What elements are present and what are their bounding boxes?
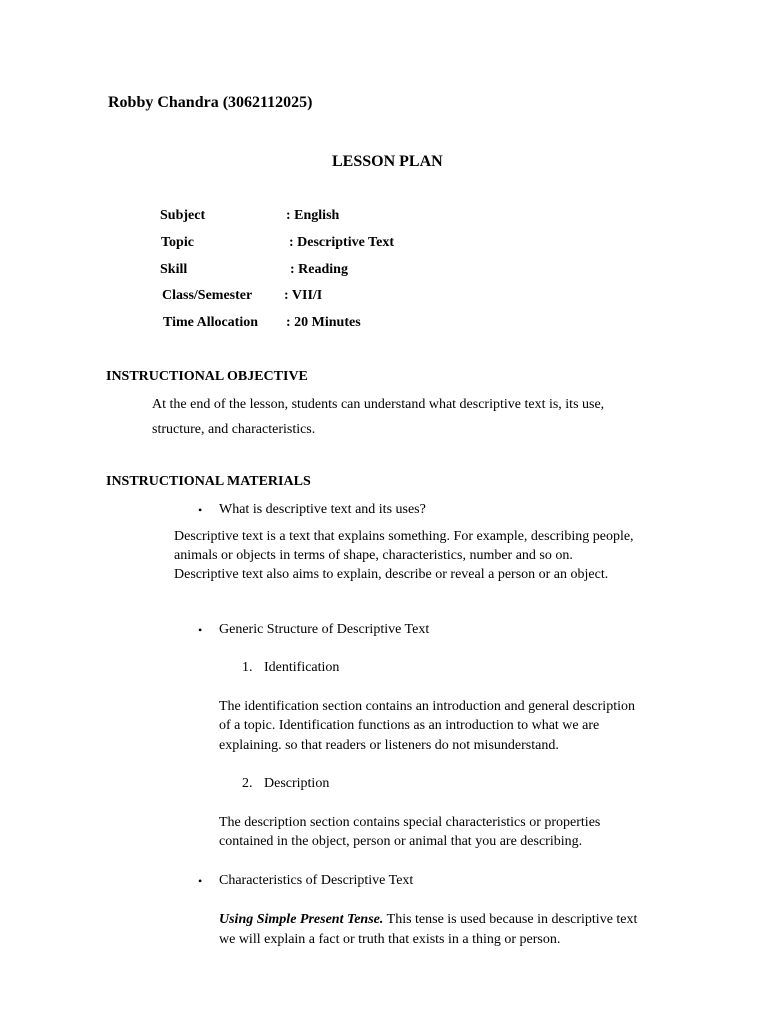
bullet-item-label: Generic Structure of Descriptive Text bbox=[219, 622, 430, 637]
bullet-icon: • bbox=[198, 874, 203, 888]
bullet-item-label: What is descriptive text and its uses? bbox=[219, 502, 426, 517]
list-number: 1. bbox=[242, 660, 253, 675]
paragraph-line: Descriptive text is a text that explains something. For example, describing people, bbox=[174, 529, 634, 544]
materials-heading: INSTRUCTIONAL MATERIALS bbox=[106, 474, 311, 489]
info-label-skill: Skill bbox=[160, 262, 188, 277]
bullet-item-label: Characteristics of Descriptive Text bbox=[219, 873, 414, 888]
info-value-time-allocation: : 20 Minutes bbox=[286, 315, 361, 330]
info-label-topic: Topic bbox=[161, 235, 194, 250]
paragraph-line: explaining. so that readers or listeners do not misunderstand. bbox=[219, 738, 559, 753]
info-label-time-allocation: Time Allocation bbox=[163, 315, 259, 330]
bullet-icon: • bbox=[198, 623, 203, 637]
info-value-class-semester: : VII/I bbox=[284, 288, 323, 303]
info-value-topic: : Descriptive Text bbox=[289, 235, 394, 250]
paragraph-line: we will explain a fact or truth that exists in a thing or person. bbox=[219, 932, 561, 947]
info-value-subject: : English bbox=[286, 208, 340, 223]
author-name: Robby Chandra (3062112025) bbox=[108, 94, 313, 111]
paragraph-line: contained in the object, person or animal that you are describing. bbox=[219, 834, 583, 849]
paragraph-line: The description section contains special characteristics or properties bbox=[219, 815, 601, 830]
objective-line: structure, and characteristics. bbox=[152, 422, 316, 437]
info-value-skill: : Reading bbox=[290, 262, 348, 277]
paragraph-line: animals or objects in terms of shape, characteristics, number and so on. bbox=[174, 548, 573, 563]
objective-line: At the end of the lesson, students can understand what descriptive text is, its use, bbox=[152, 397, 605, 412]
info-label-class-semester: Class/Semester bbox=[162, 288, 253, 303]
bullet-icon: • bbox=[198, 503, 203, 517]
sublist-label-identification: Identification bbox=[264, 660, 340, 675]
sublist-label-description: Description bbox=[264, 776, 330, 791]
emphasis-text: Using Simple Present Tense. bbox=[219, 912, 384, 927]
paragraph-line: The identification section contains an introduction and general description bbox=[219, 699, 635, 714]
paragraph-line: of a topic. Identification functions as an introduction to what we are bbox=[219, 718, 600, 733]
paragraph-line: Descriptive text also aims to explain, describe or reveal a person or an object. bbox=[174, 567, 609, 582]
list-number: 2. bbox=[242, 776, 253, 791]
paragraph-line bbox=[219, 912, 637, 928]
paragraph-text: This tense is used because in descriptive text bbox=[383, 912, 638, 927]
page-title: LESSON PLAN bbox=[332, 153, 443, 170]
info-label-subject: Subject bbox=[160, 208, 206, 223]
objective-heading: INSTRUCTIONAL OBJECTIVE bbox=[106, 369, 308, 384]
